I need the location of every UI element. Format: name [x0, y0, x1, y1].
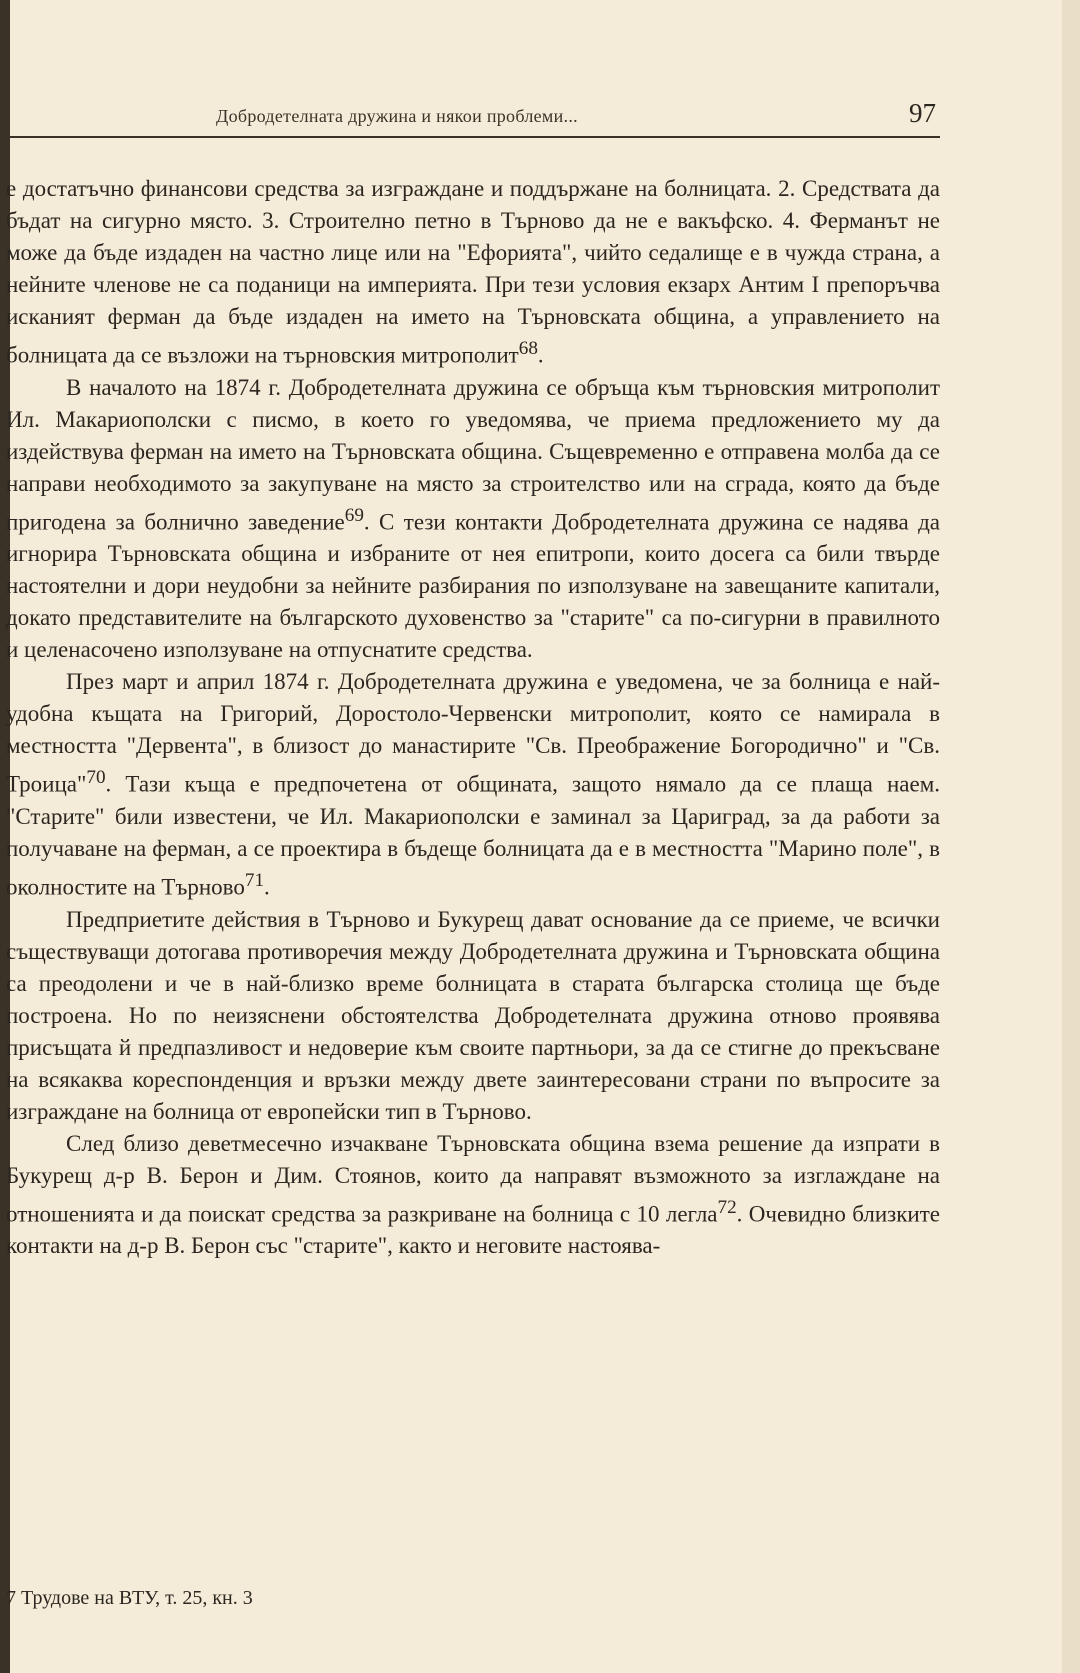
running-title: Добродетелната дружина и някои проблеми... — [216, 106, 578, 126]
footnote-ref-71: 71 — [244, 869, 265, 891]
paragraph-3 — [6, 666, 940, 903]
paragraph-text: След близо деветмесечно изчакване Търновската община взема решение да изпрати в Букурещ д-р В. Берон и Дим. Стоянов, които да направят възможното за изглаждане на отношенията и да поискат средства за разкриване на болница с 10 легла — [6, 1130, 940, 1227]
paragraph-tail: . Очевидно близките контакти на д-р В. Берон със "старите", както и неговите настоява- — [6, 1201, 940, 1259]
footnote-ref-69: 69 — [344, 504, 364, 526]
paragraph-tail: . — [537, 342, 544, 368]
paragraph-4 — [6, 904, 940, 1128]
signature-mark: 7 Трудове на ВТУ, т. 25, кн. 3 — [6, 1587, 253, 1609]
paragraph-1 — [6, 173, 940, 372]
paragraph-text: През март и април 1874 г. Добродетелната дружина е уведомена, че за болница е най-удобна къщата на Григорий, Доростоло-Червенски митрополит, която се намирала в местността "Дервента", в близост до манастирите "Св. Преображение Богородично" и "Св. Троица" — [6, 669, 940, 797]
paragraph-tail-2: . — [264, 874, 270, 900]
page-header — [8, 96, 940, 138]
paragraph-text: Предприетите действия в Търново и Букурещ дават основание да се приеме, че всички съществуващи дотогава противоречия между Добродетелната дружина и Търновската община са преодолени и че в най-близко време болницата в старата българска столица ще бъде построена. Но по неизяснени обстоятелства Добродетелната дружина отново проявява присъщата й предпазливост и недоверие към своите партньори, за да се стигне до прекъсване на всякаква кореспонденция и връзки между двете заинтересовани страни по въпросите за изграждане на болница от европейски тип в Търново. — [6, 906, 940, 1124]
page-number: 97 — [909, 98, 936, 128]
paragraph-2 — [6, 372, 940, 667]
page-edge — [1062, 0, 1080, 1673]
footnote-ref-70: 70 — [86, 767, 106, 789]
paragraph-text: е достатъчно финансови средства за изграждане и поддържане на болницата. 2. Средствата да бъдат на сигурно място. 3. Строително петно в Търново да не е вакъфско. 4. Ферманът не може да бъде издаден на частно лице или на "Ефорията", чийто седалище е в чужда страна, а нейните членове не са поданици на империята. При тези условия екзарх Антим I препоръчва исканият ферман да бъде издаден на името на Търновската община, а управлението на болницата да се възложи на търновския митрополит — [6, 176, 940, 368]
body-text — [6, 173, 940, 1262]
paragraph-text: В началото на 1874 г. Добродетелната дружина се обръща към търновския митрополит Ил. Макариополски с писмо, в което го уведомява, че приема предложението му да издействува ферман на името на Търновската община. Същевременно е отправена молба да се направи необходимото за закупуване на място за строителство или на сграда, която да бъде пригодена за болнично заведение — [6, 374, 940, 535]
paragraph-tail: . С тези контакти Добродетелната дружина се надява да игнорира Търновската община и избраните от нея епитропи, които досега са били твърде настоятелни и дори неудобни за нейните разбирания по използуване на завещаните капитали, докато представителите на българското духовенство за "старите" са по-сигурни в правилното и целенасочено използуване на отпуснатите средства. — [6, 509, 940, 663]
footnote-ref-68: 68 — [518, 338, 538, 359]
paragraph-tail: . Тази къща е предпочетена от общината, защото нямало да се плаща наем. "Старите" били известени, че Ил. Макариополски е заминал за Цариград, за да работи за получаване на ферман, а се проектира в бъдеще болницата да е в местността "Марино поле", в околностите на Търново — [6, 771, 940, 900]
paragraph-5 — [6, 1128, 940, 1263]
footnote-ref-72: 72 — [717, 1196, 737, 1218]
